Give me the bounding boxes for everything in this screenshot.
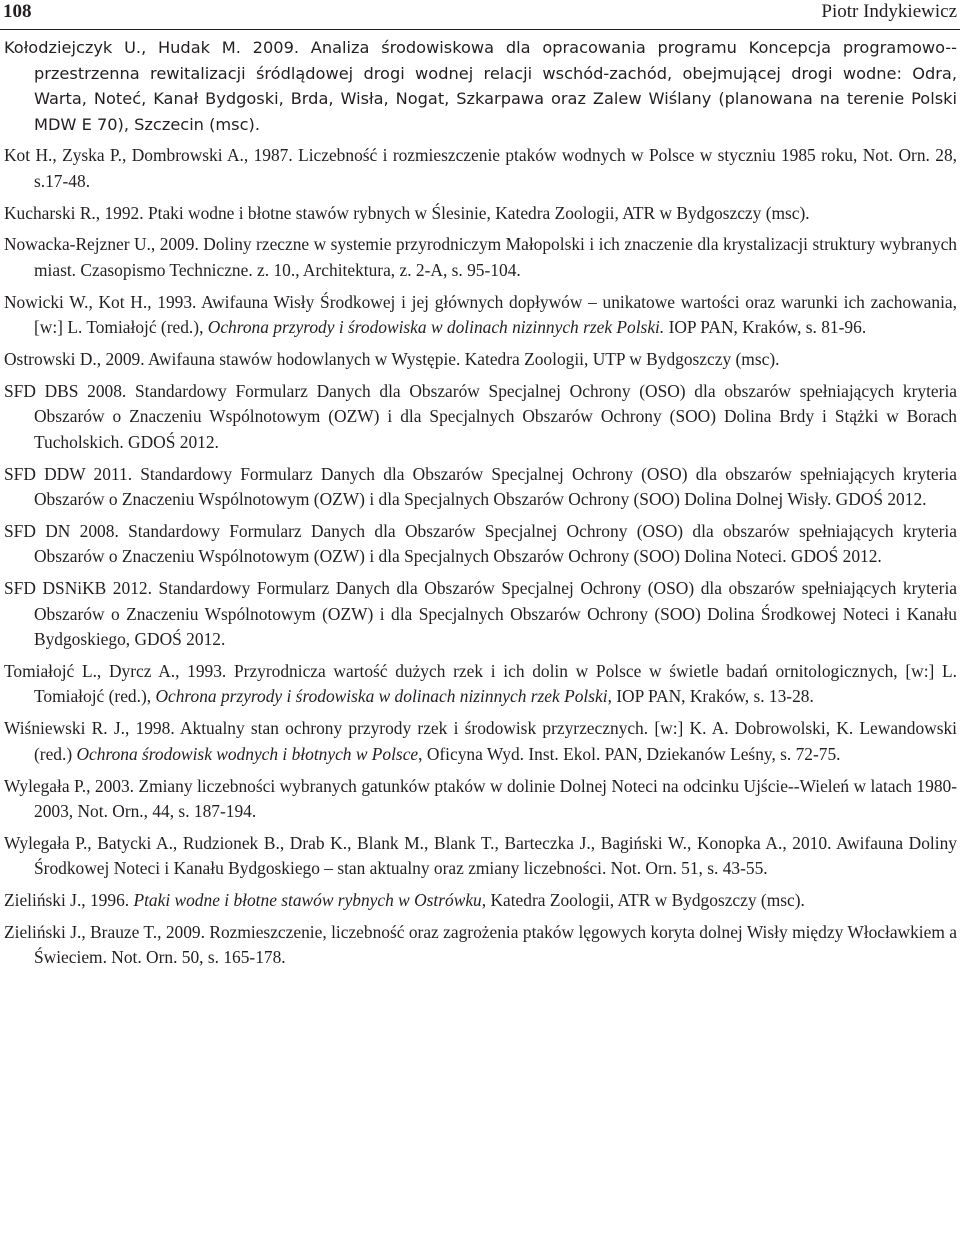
reference-text: Wylegała P., Batycki A., Rudzionek B., Drab K., Blank M., Blank T., Barteczka J., Bagiński W., Konopka A., 2010. Awifauna Doliny Środkowej Noteci i Kanału Bydgoskiego – stan aktualny oraz zmiany liczebności. Not. Orn. 51, s. 43-55. — [4, 832, 957, 879]
header-rule — [0, 29, 960, 30]
reference-title-italic: Ochrona przyrody i środowiska w dolinach nizinnych rzek Polski. — [207, 317, 665, 338]
reference-text: , IOP PAN, Kraków, s. 13-28. — [607, 686, 814, 707]
reference-text: SFD DSNiKB 2012. Standardowy Formularz Danych dla Obszarów Specjalnej Ochrony (OSO) dla obszarów spełniających kryteria Obszarów o Znaczeniu Wspólnotowym (OZW) i dla Specjalnych Obszarów Ochrony (SOO) Dolina Środkowej Noteci i Kanału Bydgoskiego, GDOŚ 2012. — [4, 578, 957, 650]
reference-ostrowski — [4, 347, 957, 373]
reference-sfd-dsnikb — [4, 576, 957, 653]
reference-text: Kot H., Zyska P., Dombrowski A., 1987. Liczebność i rozmieszczenie ptaków wodnych w Polsce w styczniu 1985 roku, Not. Orn. 28, s.17-48. — [4, 145, 957, 191]
reference-text: , Katedra Zoologii, ATR w Bydgoszczy (msc). — [481, 890, 805, 911]
page-number: 108 — [3, 1, 32, 22]
reference-text: Wiśniewski R. J., 1998. Aktualny stan ochrony przyrody rzek i środowisk przyrzecznych. [w:] K. A. Dobrowolski, K. Lewandowski (red.) — [4, 718, 957, 764]
reference-text: Zieliński J., Brauze T., 2009. Rozmieszczenie, liczebność oraz zagrożenia ptaków lęgowych koryta dolnej Wisły między Włocławkiem a Świeciem. Not. Orn. 50, s. 165-178. — [4, 921, 957, 968]
reference-wisniewski — [4, 716, 957, 767]
reference-title-italic: Ochrona środowisk wodnych i błotnych w Polsce — [76, 743, 419, 764]
reference-text: Nowicki W., Kot H., 1993. Awifauna Wisły Środkowej i jej głównych dopływów – unikatowe wartości oraz warunki ich zachowania, [w:] L. Tomiałojć (red.), — [4, 291, 957, 338]
reference-nowacka — [4, 232, 957, 283]
reference-text: , Oficyna Wyd. Inst. Ekol. PAN, Dziekanów Leśny, s. 72-75. — [418, 743, 841, 764]
reference-wylegala-2003 — [4, 774, 957, 825]
reference-title-italic: Ochrona przyrody i środowiska w dolinach nizinnych rzek Polski — [155, 686, 608, 707]
reference-kot-zyska — [4, 143, 957, 194]
reference-text: IOP PAN, Kraków, s. 81-96. — [664, 317, 867, 338]
page-header — [3, 0, 957, 28]
reference-title-italic: Ptaki wodne i błotne stawów rybnych w Ostrówku — [133, 890, 482, 911]
reference-kolodziejczyk — [4, 35, 957, 137]
reference-text: Zieliński J., 1996. — [4, 890, 134, 911]
reference-text: SFD DBS 2008. Standardowy Formularz Danych dla Obszarów Specjalnej Ochrony (OSO) dla obszarów spełniających kryteria Obszarów o Znaczeniu Wspólnotowym (OZW) i dla Specjalnych Obszarów Ochrony (SOO) Dolina Brdy i Stążki w Borach Tucholskich. GDOŚ 2012. — [4, 380, 957, 452]
reference-zielinski-1996 — [4, 888, 957, 914]
reference-sfd-ddw — [4, 462, 957, 513]
reference-text: Ostrowski D., 2009. Awifauna stawów hodowlanych w Występie. Katedra Zoologii, UTP w Bydgoszczy (msc). — [4, 348, 780, 369]
reference-tomialojc-dyrcz — [4, 659, 957, 710]
reference-nowicki-kot — [4, 290, 957, 341]
running-head-author: Piotr Indykiewicz — [821, 1, 957, 22]
reference-sfd-dn — [4, 519, 957, 570]
reference-text: Wylegała P., 2003. Zmiany liczebności wybranych gatunków ptaków w dolinie Dolnej Noteci na odcinku Ujście--Wieleń w latach 1980-2003, Not. Orn., 44, s. 187-194. — [4, 775, 957, 822]
reference-text: Kołodziejczyk U., Hudak M. 2009. Analiza środowiskowa dla opracowania programu Koncepcja programowo--przestrzenna rewitalizacji śródlądowej drogi wodnej relacji wschód-zachód, obejmującej drogi wodne: Odra, Warta, Noteć, Kanał Bydgoski, Brda, Wisła, Nogat, Szkarpawa oraz Zalew Wiślany (planowana na terenie Polski MDW E 70), Szczecin (msc). — [4, 38, 957, 134]
reference-text: SFD DDW 2011. Standardowy Formularz Danych dla Obszarów Specjalnej Ochrony (OSO) dla obszarów spełniających kryteria Obszarów o Znaczeniu Wspólnotowym (OZW) i dla Specjalnych Obszarów Ochrony (SOO) Dolina Dolnej Wisły. GDOŚ 2012. — [4, 463, 957, 510]
reference-kucharski — [4, 201, 957, 227]
reference-text: Nowacka-Rejzner U., 2009. Doliny rzeczne w systemie przyrodniczym Małopolski i ich znaczenie dla krystalizacji struktury wybranych miast. Czasopismo Techniczne. z. 10., Architektura, z. 2-A, s. 95-104. — [4, 234, 957, 280]
reference-sfd-dbs — [4, 379, 957, 456]
reference-text: SFD DN 2008. Standardowy Formularz Danych dla Obszarów Specjalnej Ochrony (OSO) dla obszarów spełniających kryteria Obszarów o Znaczeniu Wspólnotowym (OZW) i dla Specjalnych Obszarów Ochrony (SOO) Dolina Noteci. GDOŚ 2012. — [4, 520, 957, 567]
reference-text: Tomiałojć L., Dyrcz A., 1993. Przyrodnicza wartość dużych rzek i ich dolin w Polsce w świetle badań ornitologicznych, [w:] L. Tomiałojć (red.), — [4, 660, 957, 707]
reference-text: Kucharski R., 1992. Ptaki wodne i błotne stawów rybnych w Ślesinie, Katedra Zoologii, ATR w Bydgoszczy (msc). — [4, 202, 810, 223]
reference-wylegala-2010 — [4, 831, 957, 882]
reference-zielinski-brauze — [4, 920, 957, 971]
reference-list — [4, 35, 957, 977]
